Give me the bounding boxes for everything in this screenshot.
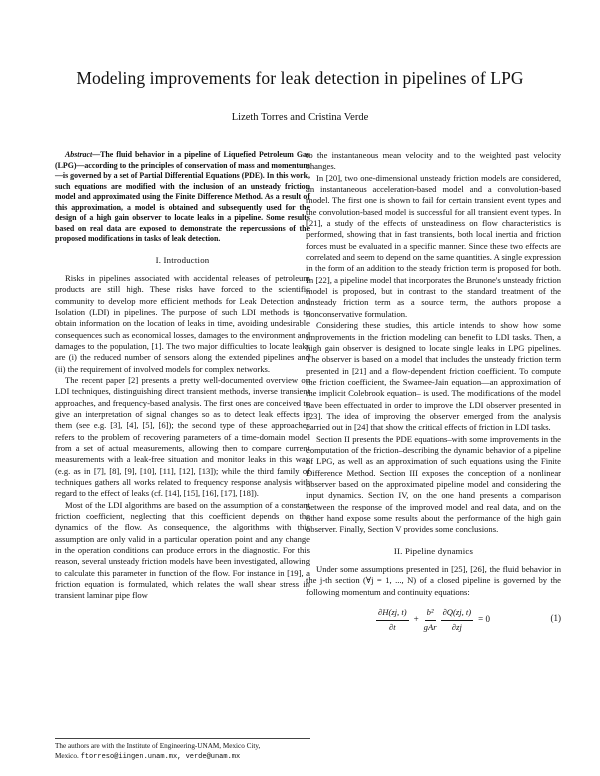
abstract-text: —The fluid behavior in a pipeline of Liquefied Petroleum Gas (LPG)—according to the principles of conservation of mass and momentum—is governed by a set of Partial Differential Equations (PDE). In this work, such equations are modified with the inclusion of an unsteady friction model and approximated using the Finite Difference Method. As a result of this approximation, a model is obtained and subsequently used for the design of a high gain observer to locate leaks in a pipeline. Some results based on real data are exposed to demonstrate the repercussions of the proposed modifications in tasks of leak detection.	[55, 150, 310, 243]
footnote-contact: Mexico. ftorreso@iingen.unam.mx, verde@unam.mx	[55, 751, 241, 761]
intro-paragraph-5: Considering these studies, this article intends to show how some improvements in the friction modeling can benefit to LDI tasks. Then, a high gain observer is designed to locate single leaks in LPG pipelines. The observer is based on a model that includes the unsteady friction term presented in [21] and a flow-dependent friction coefficient. To compute the friction coefficient, the Swamee-Jain equation—an approximation of the implicit Colebrook equation– is used. The modifications of the model have been effectuated in order to improve the LDI observer presented in [23]. The idea of improving the observer emerged from the analysis carried out in [24] that show the critical effects of friction in LDI tasks.	[306, 320, 561, 433]
footnote-emails: ftorreso@iingen.unam.mx, verde@unam.mx	[80, 752, 241, 761]
section-heading-introduction: I. Introduction	[155, 254, 210, 265]
equation-1	[306, 604, 561, 636]
left-column	[55, 150, 310, 602]
paper-authors: Lizeth Torres and Cristina Verde	[231, 112, 369, 123]
intro-paragraph-4: In [20], two one-dimensional unsteady friction models are considered, an instantaneous acceleration-based model and a convolution-based model. The first one is shown to fail for certain transient event types and the convolution-based model is successful for all transient event types. In [21], a study of the effects of unsteadiness on flow characteristics is performed, showing that in fast transients, both local inertia and friction forces must be evaluated in a specific manner. Since these two effects are correlated and seem to depend on the same quantities. A single expression in the form of an addition to the steady friction term is proposed for both. In [22], a pipeline model that incorporates the Brunone's unsteady friction model is proposed, but in contrast to the standard treatment of the unsteady friction term as a source term, the authors propose a nonconservative formulation.	[306, 172, 561, 319]
intro-paragraph-2: The recent paper [2] presents a pretty well-documented overview on LDI techniques, distinguishing direct transient methods, inverse transient approaches, and frequency-based analysis. The first ones are conceived to give an interpretation of signal changes so as to detect leak effects in them (see e.g. [3], [4], [5], [6]); the second type of these approaches refers to the problem of recovering parameters of a time-domain model from a set of actual measurements, allowing then to compare current measurements with a leak-free situation and monitor leaks in this way (e.g. as in [7], [8], [9], [10], [11], [12], [13]); while the third family of techniques gathers all works related to frequency response analysis with regard to the effect of leaks (cf. [14], [15], [16], [17], [18]).	[55, 374, 310, 499]
pipeline-paragraph-1: Under some assumptions presented in [25], [26], the fluid behavior in the j-th section (∀j = 1, ..., N) of a closed pipeline is governed by the following momentum and continuity equations:	[306, 564, 561, 597]
intro-paragraph-1: Risks in pipelines associated with accidental releases of petroleum products are still high. These risks have forced to the scientific community to develop more efficient methods for Leak Detection and Isolation (LDI) in pipelines. The purpose of such LDI methods is to obtain information on the location of leaks in time, avoiding undesirable consequences such as economical losses, damages to the environment and damages to the population, [1]. The two major difficulties to locate leaks are (i) the reduced number of sensors along the extended pipelines and (ii) the requirement of involved models for complex networks.	[55, 272, 310, 374]
equation-equals: = 0	[478, 614, 490, 625]
right-column	[306, 150, 561, 636]
abstract-label: Abstract	[65, 150, 93, 159]
equation-rhs-fraction: $\frac{\partial Q(zj, t)}{\partial zj}$	[442, 607, 472, 632]
author-footnote	[55, 738, 310, 762]
equation-plus: +	[413, 614, 419, 625]
intro-paragraph-6: Section II presents the PDE equations–with some improvements in the computation of the friction–describing the dynamic behavior of a pipeline of LPG, as well as an approximation of such equations using the Finite Difference Method. Section III exposes the conception of a nonlinear observer based on the approximated pipeline model and considering the input dynamics. Section IV, on the one hand presents a comparison between the response of the improved model and real data, and on the other hand expose some results about the performance of the high gain observer. Finally, Section V provides some conclusions.	[306, 433, 561, 535]
abstract	[55, 150, 310, 245]
equation-lhs-fraction: $\frac{\partial H(zj, t)}{\partial t}$	[378, 607, 407, 632]
equation-number: (1)	[550, 613, 561, 624]
footnote-affiliation: The authors are with the Institute of Engineering-UNAM, Mexico City,	[55, 742, 261, 750]
intro-paragraph-3: Most of the LDI algorithms are based on the assumption of a constant friction coefficient, neglecting that this coefficient depends on the dynamics of the flow. As consequence, the algorithms with this assumption are only valid in a particular operation point and any change in the operation conditions can produce errors in the diagnostic. For this reason, several unsteady friction models have been investigated, allowing to calculate this parameter in function of the flow. For instance in [19], a friction equation is formulated, which relates the wall shear stress in transient laminar pipe flow	[55, 499, 310, 601]
intro-paragraph-3-continued: to the instantaneous mean velocity and to the weighted past velocity changes.	[306, 150, 561, 172]
equation-coefficient-fraction: $\frac{\text{b²}}{\text{gAr}}$	[423, 607, 437, 632]
paper-title: Modeling improvements for leak detection in pipelines of LPG	[76, 68, 524, 88]
section-heading-pipeline-dynamics: II. Pipeline dynamics	[393, 545, 474, 556]
